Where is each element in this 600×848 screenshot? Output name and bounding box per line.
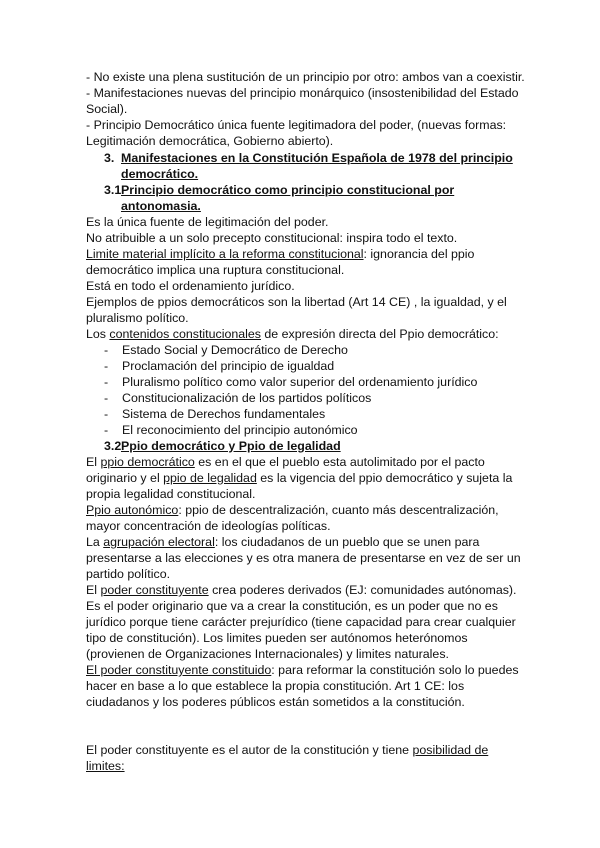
- heading-3-2-title: Ppio democrático y Ppio de legalidad: [121, 439, 341, 453]
- s32-a-line2: [86, 471, 512, 487]
- s32-d-line3: jurídico porque tiene carácter prejurídico (tiene capacidad para crear cualquier: [86, 615, 516, 629]
- list-item: Proclamación del principio de igualdad: [122, 359, 335, 373]
- s31-paragraph-2: No atribuible a un solo precepto constitucional: inspira todo el texto.: [86, 231, 458, 245]
- s32-e-line2: hacer en base a lo que establece la propia constitución. Art 1 CE: los: [86, 679, 465, 693]
- heading-3-1-title-line1: Principio democrático como principio constitucional por: [121, 183, 455, 197]
- intro-line-3: Social).: [86, 102, 128, 116]
- list-item: El reconocimiento del principio autonómico: [122, 423, 358, 437]
- s32-a2-rest: es la vigencia del ppio democrático y sujeta la: [256, 471, 513, 485]
- heading-3-2-number: 3.2: [104, 439, 122, 453]
- term-poder-constituyente-constituido: El poder constituyente constituido: [86, 663, 272, 677]
- s31-paragraph-5-line2: pluralismo político.: [86, 311, 189, 325]
- s32-d-pre: El: [86, 583, 101, 597]
- list-bullet: -: [104, 407, 109, 421]
- s32-d-line1: [86, 583, 517, 599]
- list-item: Estado Social y Democrático de Derecho: [122, 343, 348, 357]
- term-poder-constituyente: poder constituyente: [100, 583, 209, 597]
- s32-d-line4: tipo de constitución). Los limites pueden ser autónomos heterónomos: [86, 631, 468, 645]
- heading-3-1-number: 3.1: [104, 183, 122, 197]
- s32-a-line1: [86, 455, 485, 471]
- s31-paragraph-6-pre: Los: [86, 327, 110, 341]
- term-posibilidad-de: posibilidad de: [412, 743, 489, 757]
- term-contenidos-constitucionales: contenidos constitucionales: [109, 327, 261, 341]
- term-ppio-democratico: ppio democrático: [100, 455, 195, 469]
- term-agrupacion-electoral: agrupación electoral: [103, 535, 215, 549]
- term-ppio-legalidad: ppio de legalidad: [163, 471, 257, 485]
- s31-paragraph-1: Es la única fuente de legitimación del poder.: [86, 215, 329, 229]
- s31-paragraph-4: Está en todo el ordenamiento jurídico.: [86, 279, 295, 293]
- s32-d-line5: (provienen de Organizaciones Internacionales) y limites naturales.: [86, 647, 449, 661]
- s32-c-line2: presentarse a las elecciones y es otra manera de presentarse en vez de ser un: [86, 551, 521, 565]
- s31-paragraph-6: [86, 327, 499, 343]
- s31-paragraph-5-line1: Ejemplos de ppios democráticos son la libertad (Art 14 CE) , la igualdad, y el: [86, 295, 507, 309]
- s32-f-line2: limites:: [86, 759, 125, 773]
- s32-b-rest: : ppio de descentralización, cuanto más descentralización,: [178, 503, 499, 517]
- list-item: Sistema de Derechos fundamentales: [122, 407, 326, 421]
- s32-a-pre: El: [86, 455, 101, 469]
- s32-b-line1: [86, 503, 499, 519]
- s31-paragraph-3-line2: democrático implica una ruptura constitucional.: [86, 263, 345, 277]
- s32-a-line3: propia legalidad constitucional.: [86, 487, 256, 501]
- s31-paragraph-6-rest: de expresión directa del Ppio democrático:: [260, 327, 499, 341]
- list-bullet: -: [104, 343, 109, 357]
- s32-e-line3: ciudadanos y los poderes públicos están sometidos a la constitución.: [86, 695, 465, 709]
- s32-d-line2: Es el poder originario que va a crear la constitución, es un poder que no es: [86, 599, 498, 613]
- s32-f-pre: El poder constituyente es el autor de la constitución y tiene: [86, 743, 413, 757]
- s32-c-rest: : los ciudadanos de un pueblo que se unen para: [214, 535, 480, 549]
- s32-a2-pre: originario y el: [86, 471, 164, 485]
- s32-d-rest: crea poderes derivados (EJ: comunidades autónomas).: [208, 583, 517, 597]
- s32-f-line1: [86, 743, 488, 759]
- s32-a-rest: es en el que el pueblo esta autolimitado por el pacto: [194, 455, 485, 469]
- s32-c-line3: partido político.: [86, 567, 171, 581]
- s31-paragraph-3: [86, 247, 474, 263]
- intro-line-5: Legitimación democrática, Gobierno abierto).: [86, 134, 334, 148]
- term-limite-material: Limite material implícito a la reforma constitucional: [86, 247, 364, 261]
- s31-paragraph-3-rest: : ignorancia del ppio: [363, 247, 475, 261]
- list-bullet: -: [104, 391, 109, 405]
- list-bullet: -: [104, 423, 109, 437]
- s32-e-rest: : para reformar la constitución solo lo puedes: [271, 663, 519, 677]
- list-item: Constitucionalización de los partidos políticos: [122, 391, 372, 405]
- intro-line-4: - Principio Democrático única fuente legitimadora del poder, (nuevas formas:: [86, 118, 507, 132]
- heading-3-title-line2: democrático.: [121, 167, 199, 181]
- term-ppio-autonomico: Ppio autonómico: [86, 503, 179, 517]
- s32-c-pre: La: [86, 535, 104, 549]
- intro-line-2: - Manifestaciones nuevas del principio monárquico (insostenibilidad del Estado: [86, 86, 519, 100]
- s32-e-line1: [86, 663, 519, 679]
- heading-3-title-line1: Manifestaciones en la Constitución Española de 1978 del principio: [121, 151, 513, 165]
- list-bullet: -: [104, 359, 109, 373]
- heading-3-1-title-line2: antonomasia.: [121, 199, 201, 213]
- intro-line-1: - No existe una plena sustitución de un principio por otro: ambos van a coexistir.: [86, 70, 525, 84]
- s32-b-line2: mayor concentración de ideologías políticas.: [86, 519, 331, 533]
- list-bullet: -: [104, 375, 109, 389]
- list-item: Pluralismo político como valor superior del ordenamiento jurídico: [122, 375, 478, 389]
- heading-3-number: 3.: [104, 151, 115, 165]
- s32-c-line1: [86, 535, 479, 551]
